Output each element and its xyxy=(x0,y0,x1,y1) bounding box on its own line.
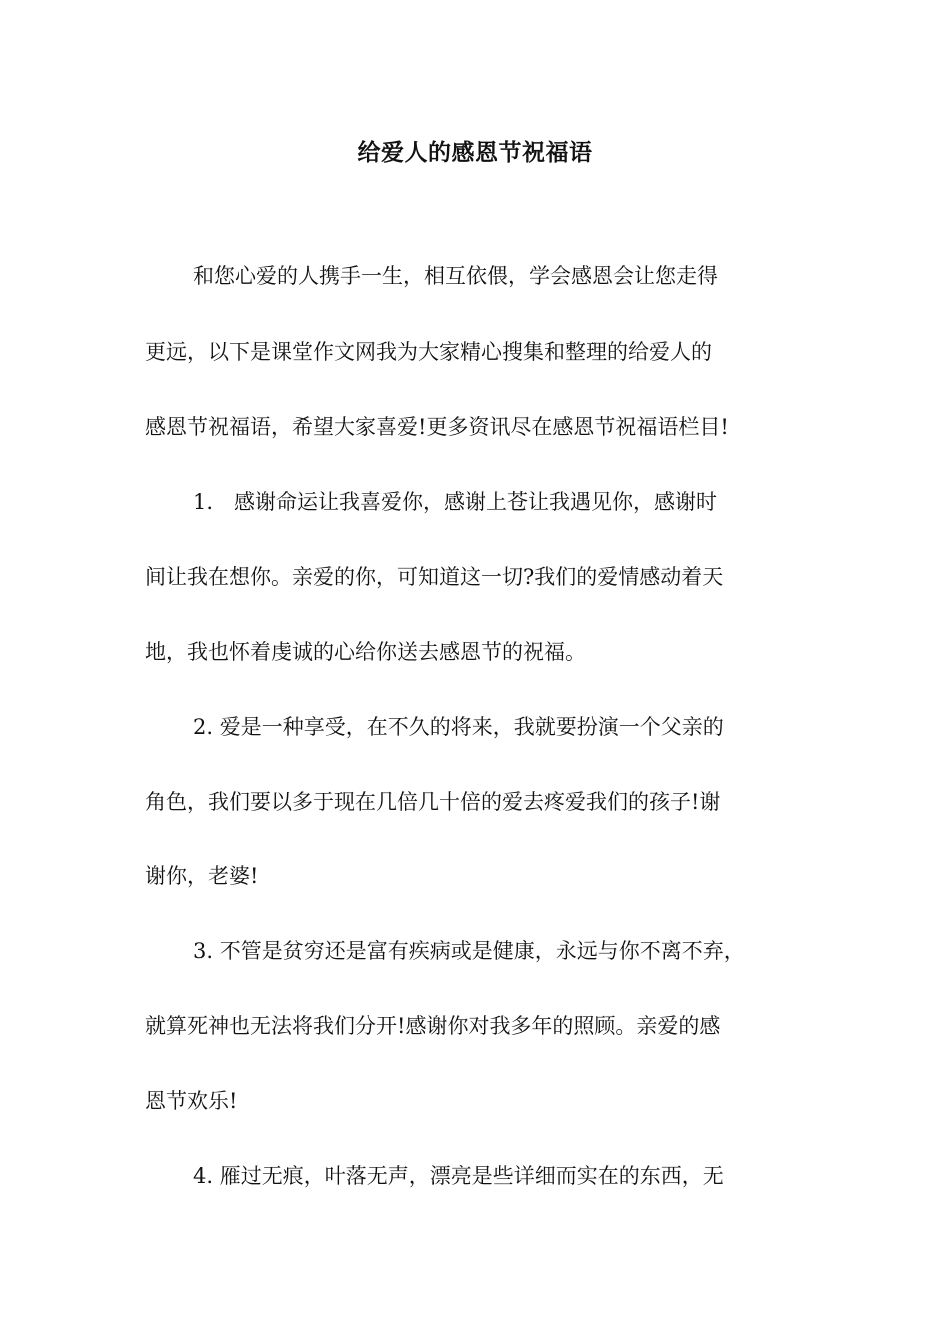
wish-4-line-1: 4. 雁过无痕，叶落无声，漂亮是些详细而实在的东西，无 xyxy=(193,1164,724,1188)
paragraph-intro-line-3: 感恩节祝福语，希望大家喜爱!更多资讯尽在感恩节祝福语栏目! xyxy=(145,415,729,439)
wish-1-line-3: 地，我也怀着虔诚的心给你送去感恩节的祝福。 xyxy=(145,640,586,664)
document-title: 给爱人的感恩节祝福语 xyxy=(357,139,593,166)
paragraph-intro-line-2: 更远，以下是课堂作文网我为大家精心搜集和整理的给爱人的 xyxy=(145,340,712,364)
wish-3-line-2: 就算死神也无法将我们分开!感谢你对我多年的照顾。亲爱的感 xyxy=(145,1014,721,1038)
wish-2-line-1: 2. 爱是一种享受，在不久的将来，我就要扮演一个父亲的 xyxy=(193,715,724,739)
wish-1-line-2: 间让我在想你。亲爱的你，可知道这一切?我们的爱情感动着天 xyxy=(145,565,724,589)
wish-3-line-1: 3. 不管是贫穷还是富有疾病或是健康，永远与你不离不弃， xyxy=(193,939,745,963)
wish-1-line-1: 1. 感谢命运让我喜爱你，感谢上苍让我遇见你，感谢时 xyxy=(193,490,718,514)
wish-3-line-3: 恩节欢乐! xyxy=(145,1089,238,1113)
wish-2-line-3: 谢你，老婆! xyxy=(145,864,259,888)
wish-2-line-2: 角色，我们要以多于现在几倍几十倍的爱去疼爱我们的孩子!谢 xyxy=(145,790,721,814)
paragraph-intro-line-1: 和您心爱的人携手一生，相互依偎，学会感恩会让您走得 xyxy=(193,264,718,288)
